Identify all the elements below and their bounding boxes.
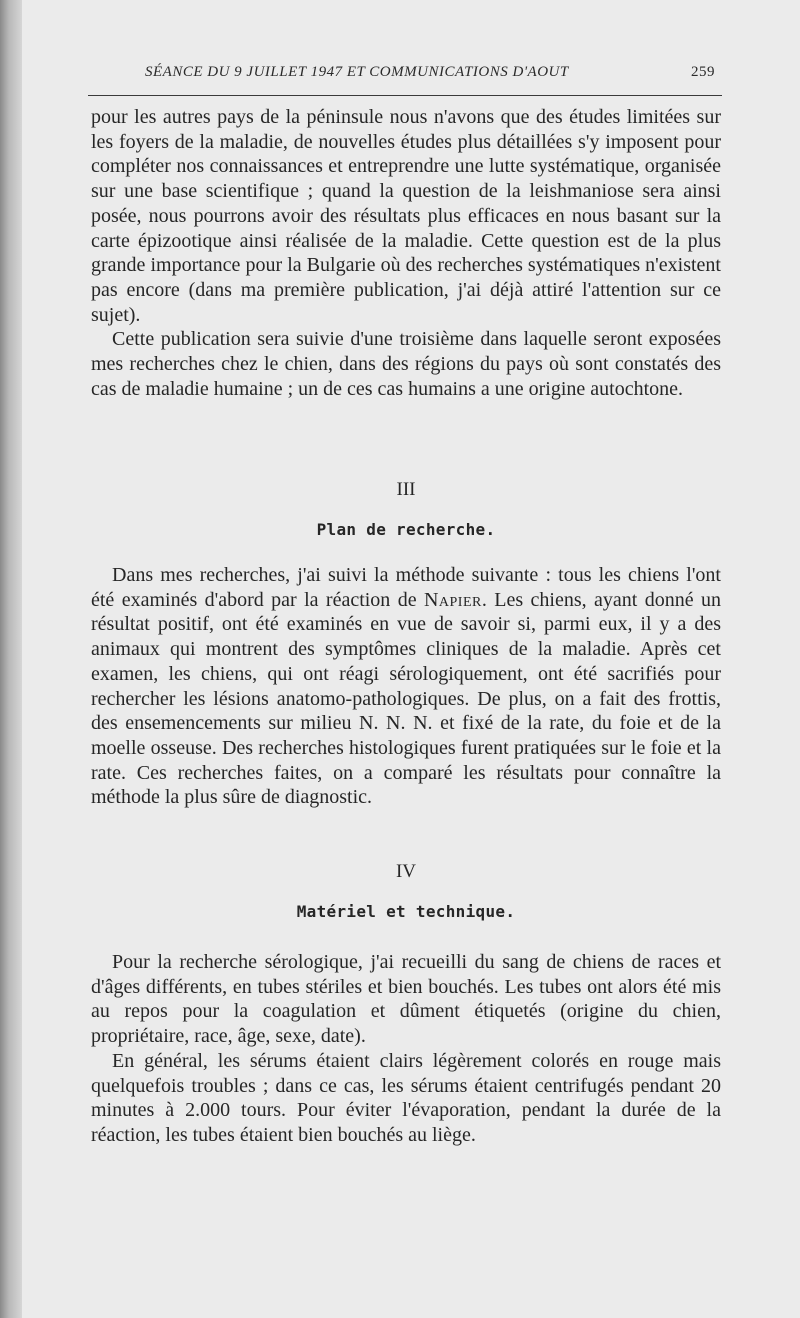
paragraph: Pour la recherche sérologique, j'ai recueilli du sang de chiens de races et d'âges différents, en tubes stériles et bien bouchés. Les tubes ont alors été mis au repos pour la coagulation et dûment étiquetés (origine du chien, propriétaire, race, âge, sexe, date).: [91, 951, 721, 1048]
section-title: Matériel et technique.: [296, 902, 516, 921]
intro-text-block: [91, 105, 721, 401]
paragraph: En général, les sérums étaient clairs légèrement colorés en rouge mais quelquefois troubles ; dans ce cas, les sérums étaient centrifugés pendant 20 minutes à 2.000 tours. Pour éviter l'évaporation, pendant la durée de la réaction, les tubes étaient bien bouchés au liège.: [91, 1049, 721, 1146]
page-number: 259: [691, 64, 715, 80]
paragraph: [91, 563, 721, 810]
book-gutter-shadow: [0, 0, 22, 1318]
paragraph-rest: . Les chiens, ayant donné un résultat positif, ont été examinés en vue de savoir si, parmi eux, il y a des animaux qui montrent des symptômes cliniques de la maladie. Après cet examen, les chiens, qui ont réagi sérologiquement, ont été sacrifiés pour rechercher les lésions anatomo-pathologiques. De plus, on a fait des frottis, des ensemencements sur milieu N. N. N. et fixé de la rate, du foie et de la moelle osseuse. Des recherches histologiques furent pratiquées sur le foie et la rate. Ces recherches faites, on a comparé les résultats pour connaître la méthode la plus sûre de diagnostic.: [91, 588, 721, 809]
paragraph: pour les autres pays de la péninsule nous n'avons que des études limitées sur les foyers de la maladie, de nouvelles études plus détaillées s'y imposent pour compléter nos connaissances et entreprendre une lutte systématique, organisée sur une base scientifique ; quand la question de la leishmaniose sera ainsi posée, nous pourrons avoir des résultats plus efficaces en nous basant sur la carte épizootique ainsi réalisée de la maladie. Cette question est de la plus grande importance pour la Bulgarie où des recherches systématiques n'existent pas encore (dans ma première publication, j'ai déjà attiré l'attention sur ce sujet).: [91, 106, 721, 326]
running-title: SÉANCE DU 9 JUILLET 1947 ET COMMUNICATIONS D'AOUT: [145, 64, 569, 80]
header-rule: [88, 95, 722, 96]
paragraph-start: Dans mes recherches, j'ai suivi la méthode suivante : tous les chiens l'ont été examinés d'abord par la réaction de: [91, 564, 721, 611]
author-name: Napier: [423, 588, 482, 611]
section-4-text: [91, 950, 721, 1148]
section-number: III: [396, 479, 416, 500]
section-title: Plan de recherche.: [316, 520, 496, 539]
section-number: IV: [395, 861, 417, 882]
paragraph: Cette publication sera suivie d'une troisième dans laquelle seront exposées mes recherches chez le chien, dans des régions du pays où sont constatés des cas de maladie humaine ; un de ces cas humains a une origine autochtone.: [91, 328, 721, 400]
section-3-text: [91, 563, 721, 810]
